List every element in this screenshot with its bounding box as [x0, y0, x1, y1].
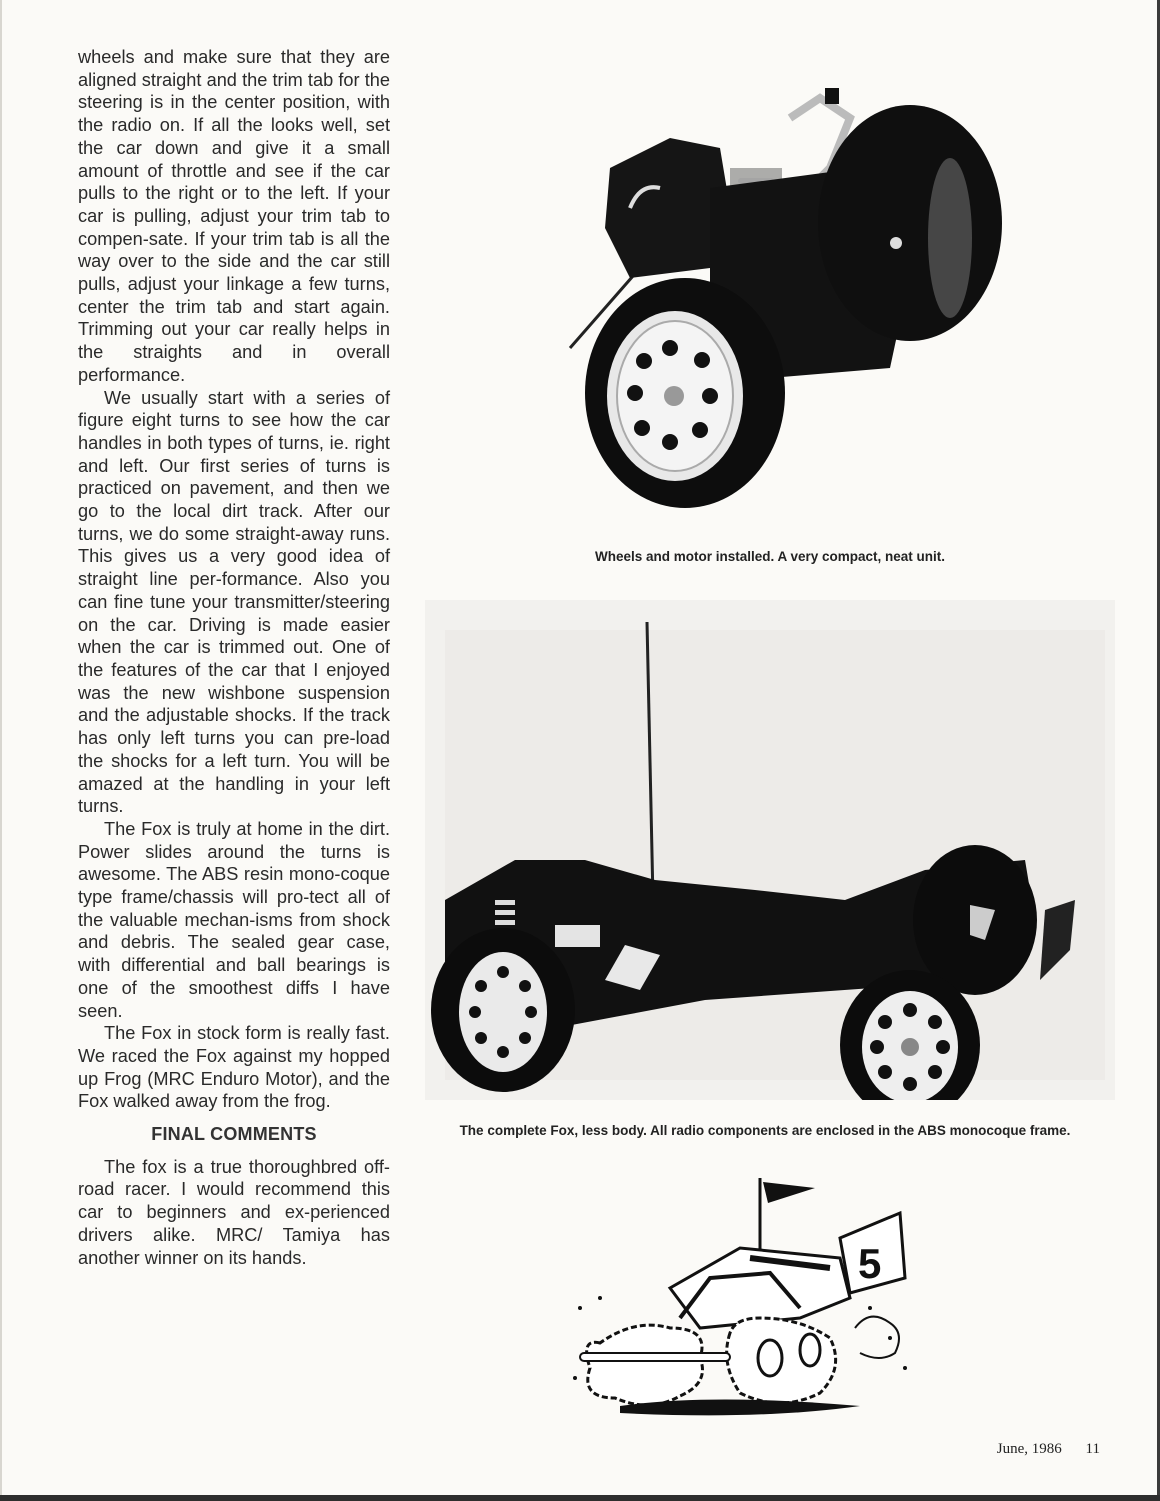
car-number: 5: [858, 1240, 882, 1287]
page-edge: [0, 0, 2, 1501]
section-heading: FINAL COMMENTS: [151, 1124, 317, 1145]
complete-fox-image: [425, 600, 1115, 1100]
photo-caption: Wheels and motor installed. A very compact, neat unit.: [594, 549, 946, 564]
page-number: 11: [1085, 1441, 1100, 1457]
photo-caption: The complete Fox, less body. All radio components are enclosed in the ABS monocoque frame.: [459, 1123, 1071, 1138]
buggy-drawing: [560, 1168, 920, 1418]
article-column: [78, 46, 390, 1269]
page-footer: [900, 1441, 1100, 1458]
issue-date: June, 1986: [996, 1441, 1062, 1457]
photo-wheels-motor: [560, 78, 1080, 518]
article-paragraph: The Fox in stock form is really fast. We raced the Fox against my hopped up Frog (MRC Enduro Motor), and the Fox walked away from the frog.: [78, 1023, 390, 1112]
photo-complete-fox: [425, 600, 1115, 1100]
article-paragraph: wheels and make sure that they are aligned straight and the trim tab for the steering is in the center position, with the radio on. If all the looks well, set the car down and give it a small amount of throttle and see if the car pulls to the right or to the left. If your car is pulling, adjust your trim tab to compen-sate. If your trim tab is all the way over to the side and the car still pulls, adjust your linkage a few turns, center the trim tab and start again. Trimming out your car really helps in the straights and in overall performance.: [78, 47, 390, 385]
cartoon-buggy-illustration: [560, 1168, 920, 1418]
article-paragraph: We usually start with a series of figure eight turns to see how the car handles in both types of turns, ie. right and left. Our first series of turns is practiced on pavement, and then we go to the local dirt track. After our turns, we do some straight-away runs. This gives us a very good idea of straight line per-formance. Also you can fine tune your transmitter/steering on the car. Driving is made easier when the car is trimmed out. One of the features of the car that I enjoyed was the new wishbone suspension and the adjustable shocks. If the track has only left turns you can pre-load the shocks for a left turn. You will be amazed at the handling in your left turns.: [78, 387, 390, 817]
wheels-motor-image: [560, 78, 1080, 518]
article-paragraph: The fox is a true thoroughbred off-road racer. I would recommend this car to beginners and ex-perienced drivers alike. MRC/ Tamiya has another winner on its hands.: [78, 1156, 390, 1268]
article-paragraph: The Fox is truly at home in the dirt. Power slides around the turns is awesome. The ABS resin mono-coque type frame/chassis will pro-tect all of the valuable mechan-isms from shock and debris. The sealed gear case, with differential and ball bearings is one of the smoothest diffs I have seen.: [78, 818, 390, 1021]
page-edge: [0, 1495, 1160, 1501]
